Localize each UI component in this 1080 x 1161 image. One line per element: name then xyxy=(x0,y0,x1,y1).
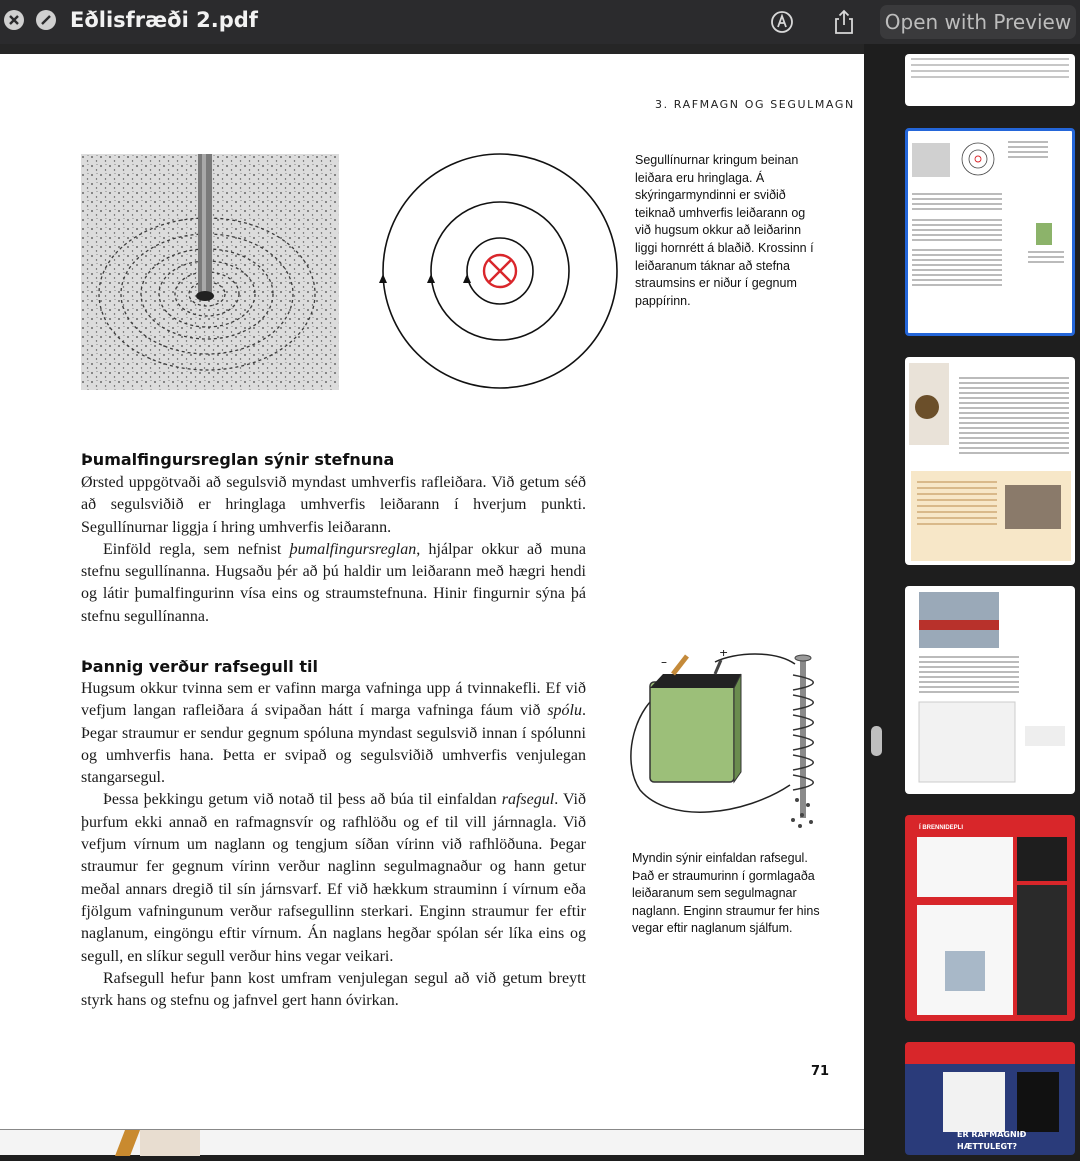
markup-icon[interactable] xyxy=(768,8,796,36)
page-thumbnail[interactable] xyxy=(905,1042,1075,1155)
title-bar xyxy=(0,0,1080,44)
document-title: Eðlisfræði 2.pdf xyxy=(70,8,258,32)
iron-filings-photo xyxy=(81,154,339,390)
close-icon[interactable] xyxy=(4,10,24,30)
open-with-preview-button[interactable]: Open with Preview xyxy=(880,5,1076,39)
paragraph: Hugsum okkur tvinna sem er vafinn marga vafninga upp á tvinnakefli. Ef við vefjum langan rafleiðara á svipaðan hátt í marga vafninga fáum við spólu. Þegar straumur er sendur gegnum spóluna myndast segulsvið innan í spólunni og umhverfis hana. Þetta er svipað og segulsviðið umhverfis venjulegan stangarsegul. xyxy=(81,680,586,787)
paragraph: Þessa þekkingu getum við notað til þess að búa til einfaldan rafsegul. Við þurfum ekki annað en rafmagnsvír og rafhlöðu og ef til vill járnnagla. Við vefjum vírnum um naglann og tengjum síðan vírinn við rafhlöðuna. Þegar straumur fer gegnum vírinn verður naglinn segulmagnaður og hann getur meðal annars dregið til sín járnsvarf. Ef við hækkum strauminn í vírnum eða fjölgum vafningunum verður rafsegullinn sterkari. Enginn straumur fer eftir naglanum, eingöngu eftir vírnum. Án naglans hegðar spólan sér líka eins og segull, en slíkur segull verður hins vegar veikari. xyxy=(81,791,586,965)
page-thumbnail[interactable] xyxy=(905,586,1075,794)
field-lines-caption: Segullínurnar kringum beinan leiðara eru hringlaga. Á skýringarmyndinni er sviðið teiknað umhverfis leiðarann og við hugsum okkur að leiðarinn liggi hornrétt á blaðið. Krossinn í leiðaranum táknar að stefna straumsins er niður í gegnum pappírinn. xyxy=(635,153,814,308)
thumbnail-footer: ER RAFMAGNIÐ xyxy=(957,1130,1027,1139)
electromagnet-text xyxy=(81,678,586,1012)
page-thumbnail[interactable] xyxy=(905,357,1075,565)
document-viewer[interactable] xyxy=(0,44,864,1155)
paragraph: Einföld regla, sem nefnist þumalfingursreglan, hjálpar okkur að muna stefnu segullínanna. Hugsaðu þér að þú haldir um leiðarann með hægri hendi og látir þumalfingurinn vísa eins og straumstefnuna. Hinir fingurnir sýna þá stefnu segullínanna. xyxy=(81,540,586,625)
pdf-page xyxy=(0,54,864,1129)
page-number: 71 xyxy=(811,1064,830,1079)
paragraph: Ørsted uppgötvaði að segulsvið myndast umhverfis rafleiðara. Við getum séð að segulsviðið er hringlaga umhverfis leiðarann í hverjum punkti. Segullínurnar liggja í hring umhverfis leiðarann. xyxy=(81,474,586,536)
page-thumbnail[interactable] xyxy=(905,815,1075,1021)
section-heading-thumb-rule: Þumalfingursreglan sýnir stefnuna xyxy=(81,450,395,469)
field-lines-diagram xyxy=(375,146,625,396)
page-thumbnail[interactable] xyxy=(905,54,1075,106)
scrollbar-thumb[interactable] xyxy=(871,726,882,756)
share-icon[interactable] xyxy=(830,8,858,36)
hide-icon[interactable] xyxy=(36,10,56,30)
section-heading-electromagnet: Þannig verður rafsegull til xyxy=(81,657,318,676)
battery-minus: – xyxy=(661,655,667,669)
running-head: 3. RAFMAGN OG SEGULMAGN xyxy=(655,98,855,111)
page-thumbnail-selected[interactable] xyxy=(905,128,1075,336)
paragraph: Rafsegull hefur þann kost umfram venjulegan segul að við getum breytt styrk hans og stefnu og jafnvel gert hann óvirkan. xyxy=(81,969,586,1010)
next-page-edge xyxy=(0,1129,864,1155)
thumbnail-footer-2: HÆTTULEGT? xyxy=(957,1142,1018,1151)
thumbnail-sidebar[interactable] xyxy=(885,44,1080,1155)
electromagnet-illustration xyxy=(625,650,825,828)
electromagnet-caption: Myndin sýnir einfaldan rafsegul. Það er straumurinn í gormlagaða leiðaranum sem segulmagnar naglann. Enginn straumur fer hins vegar eftir naglanum sjálfum. xyxy=(632,851,820,936)
thumb-rule-text xyxy=(81,472,586,628)
thumbnail-header: Í BRENNIDEPLI xyxy=(919,825,964,831)
battery-plus: + xyxy=(719,650,729,659)
